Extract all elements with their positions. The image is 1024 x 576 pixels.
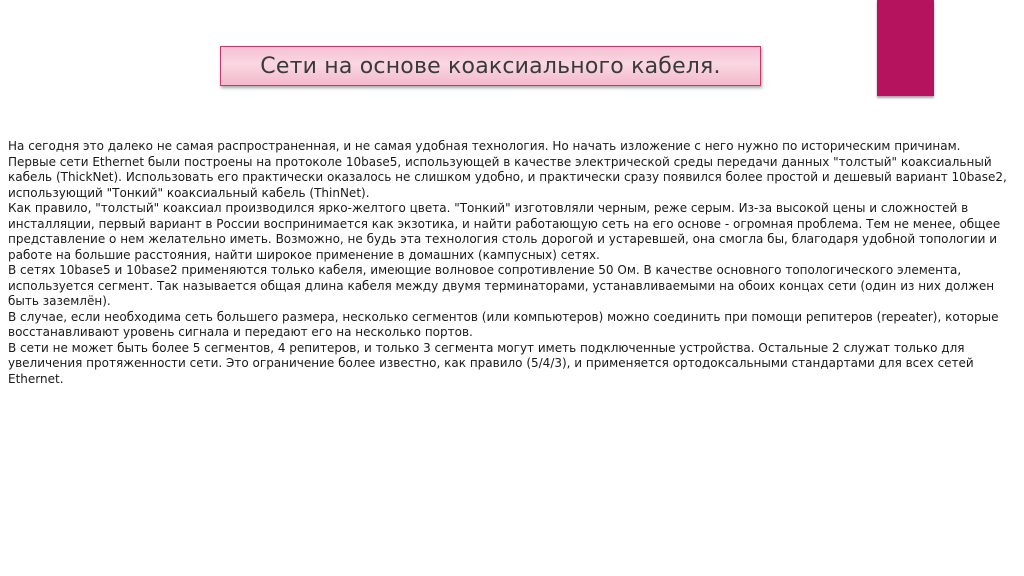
body-paragraph: Как правило, "толстый" коаксиал производился ярко-желтого цвета. "Тонкий" изготовляли черным, реже серым. Из-за высокой цены и сложностей в инсталляции, первый вариант в России воспринимается как экзотика, и найти работающую сеть на его основе - огромная проблема. Тем не менее, общее представление о нем желательно иметь. Возможно, не будь эта технология столь дорогой и устаревшей, она смогла бы, благодаря удобной топологии и работе на большие расстояния, найти широкое применение в домашних (кампусных) сетях. <box>8 201 1001 262</box>
slide-title: Сети на основе коаксиального кабеля. <box>260 53 721 79</box>
body-paragraph: В сетях 10base5 и 10base2 применяются только кабеля, имеющие волновое сопротивление 50 Ом. В качестве основного топологического элемента, используется сегмент. Так называется общая длина кабеля между двумя терминаторами, устанавливаемыми на обоих концах сети (один из них должен быть заземлён). <box>8 263 995 308</box>
title-box <box>220 46 761 86</box>
slide-body <box>8 139 1008 387</box>
accent-bar <box>877 0 934 96</box>
body-paragraph: В сети не может быть более 5 сегментов, 4 репитеров, и только 3 сегмента могут иметь подключенные устройства. Остальные 2 служат только для увеличения протяженности сети. Это ограничение более известно, как правило (5/4/3), и применяется ортодоксальными стандартами для всех сетей Ethernet. <box>8 340 974 386</box>
body-paragraph: На сегодня это далеко не самая распространенная, и не самая удобная технология. Но начать изложение с него нужно по историческим причинам. Первые сети Ethernet были построены на протоколе 10base5, использующей в качестве электрической среды передачи данных "толстый" коаксиальный кабель (ThickNet). Использовать его практически оказалось не слишком удобно, и практически сразу появился более простой и дешевый вариант 10base2, использующий "Тонкий" коаксиальный кабель (ThinNet). <box>8 139 1007 200</box>
body-paragraph: В случае, если необходима сеть большего размера, несколько сегментов (или компьютеров) можно соединить при помощи репитеров (repeater), которые восстанавливают уровень сигнала и передают его на несколько портов. <box>8 309 999 339</box>
